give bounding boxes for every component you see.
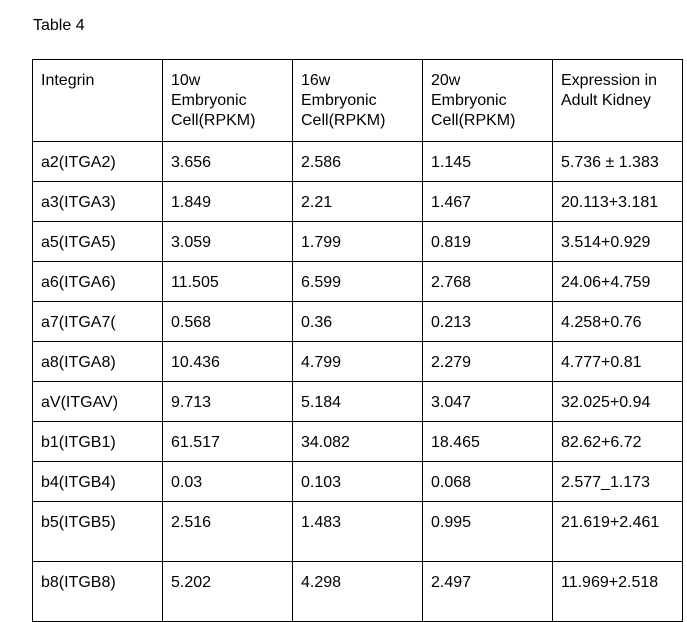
- cell-adult-kidney: 32.025+0.94: [553, 382, 683, 422]
- cell-10w: 10.436: [163, 342, 293, 382]
- header-line: 10w: [171, 72, 201, 89]
- cell-10w: 0.03: [163, 462, 293, 502]
- cell-20w: 1.467: [423, 182, 553, 222]
- cell-integrin: a7(ITGA7(: [33, 302, 163, 342]
- header-line: 20w: [431, 72, 461, 89]
- cell-10w: 5.202: [163, 562, 293, 622]
- cell-16w: 34.082: [293, 422, 423, 462]
- cell-integrin: a6(ITGA6): [33, 262, 163, 302]
- table-row: [33, 382, 683, 422]
- cell-16w: 1.799: [293, 222, 423, 262]
- cell-20w: 1.145: [423, 142, 553, 182]
- cell-integrin: b8(ITGB8): [33, 562, 163, 622]
- table-row: [33, 302, 683, 342]
- cell-16w: 0.36: [293, 302, 423, 342]
- cell-adult-kidney: 82.62+6.72: [553, 422, 683, 462]
- cell-adult-kidney: 4.777+0.81: [553, 342, 683, 382]
- table-row: [33, 222, 683, 262]
- header-line: Embryonic: [171, 92, 247, 109]
- cell-16w: 2.21: [293, 182, 423, 222]
- table-row: [33, 422, 683, 462]
- cell-adult-kidney: 21.619+2.461: [553, 502, 683, 562]
- header-adult-kidney: [553, 60, 683, 142]
- cell-10w: 3.656: [163, 142, 293, 182]
- table-row: [33, 342, 683, 382]
- header-line: Embryonic: [431, 92, 507, 109]
- cell-16w: 6.599: [293, 262, 423, 302]
- cell-10w: 1.849: [163, 182, 293, 222]
- cell-adult-kidney: 3.514+0.929: [553, 222, 683, 262]
- cell-10w: 61.517: [163, 422, 293, 462]
- header-20w: [423, 60, 553, 142]
- cell-20w: 2.279: [423, 342, 553, 382]
- header-line: Cell(RPKM): [301, 112, 386, 129]
- table-row: [33, 142, 683, 182]
- header-line: Expression in: [561, 72, 658, 89]
- cell-16w: 5.184: [293, 382, 423, 422]
- cell-16w: 4.298: [293, 562, 423, 622]
- integrin-expression-table: [32, 59, 683, 622]
- cell-integrin: a2(ITGA2): [33, 142, 163, 182]
- cell-20w: 0.819: [423, 222, 553, 262]
- header-10w: [163, 60, 293, 142]
- cell-10w: 0.568: [163, 302, 293, 342]
- header-line: Embryonic: [301, 92, 377, 109]
- table-row: [33, 562, 683, 622]
- table-caption: Table 4: [33, 17, 85, 34]
- cell-16w: 4.799: [293, 342, 423, 382]
- cell-adult-kidney: 20.113+3.181: [553, 182, 683, 222]
- cell-20w: 0.068: [423, 462, 553, 502]
- table-row: [33, 462, 683, 502]
- cell-10w: 3.059: [163, 222, 293, 262]
- cell-integrin: b4(ITGB4): [33, 462, 163, 502]
- cell-integrin: a5(ITGA5): [33, 222, 163, 262]
- cell-adult-kidney: 11.969+2.518: [553, 562, 683, 622]
- cell-adult-kidney: 2.577_1.173: [553, 462, 683, 502]
- cell-integrin: b5(ITGB5): [33, 502, 163, 562]
- cell-20w: 18.465: [423, 422, 553, 462]
- cell-20w: 3.047: [423, 382, 553, 422]
- cell-10w: 11.505: [163, 262, 293, 302]
- cell-integrin: aV(ITGAV): [33, 382, 163, 422]
- header-line: Adult Kidney: [561, 92, 651, 109]
- table-row: [33, 182, 683, 222]
- header-16w: [293, 60, 423, 142]
- cell-16w: 0.103: [293, 462, 423, 502]
- table-header-row: [33, 60, 683, 142]
- header-line: 16w: [301, 72, 331, 89]
- header-line: Cell(RPKM): [171, 112, 256, 129]
- cell-16w: 2.586: [293, 142, 423, 182]
- cell-16w: 1.483: [293, 502, 423, 562]
- cell-adult-kidney: 5.736 ± 1.383: [553, 142, 683, 182]
- cell-integrin: a8(ITGA8): [33, 342, 163, 382]
- cell-20w: 2.768: [423, 262, 553, 302]
- header-line: Cell(RPKM): [431, 112, 516, 129]
- cell-20w: 0.213: [423, 302, 553, 342]
- table-row: [33, 262, 683, 302]
- cell-integrin: a3(ITGA3): [33, 182, 163, 222]
- cell-adult-kidney: 4.258+0.76: [553, 302, 683, 342]
- cell-10w: 9.713: [163, 382, 293, 422]
- cell-adult-kidney: 24.06+4.759: [553, 262, 683, 302]
- header-integrin: [33, 60, 163, 142]
- header-line: Integrin: [41, 72, 95, 89]
- cell-20w: 2.497: [423, 562, 553, 622]
- cell-integrin: b1(ITGB1): [33, 422, 163, 462]
- table-row: [33, 502, 683, 562]
- cell-20w: 0.995: [423, 502, 553, 562]
- cell-10w: 2.516: [163, 502, 293, 562]
